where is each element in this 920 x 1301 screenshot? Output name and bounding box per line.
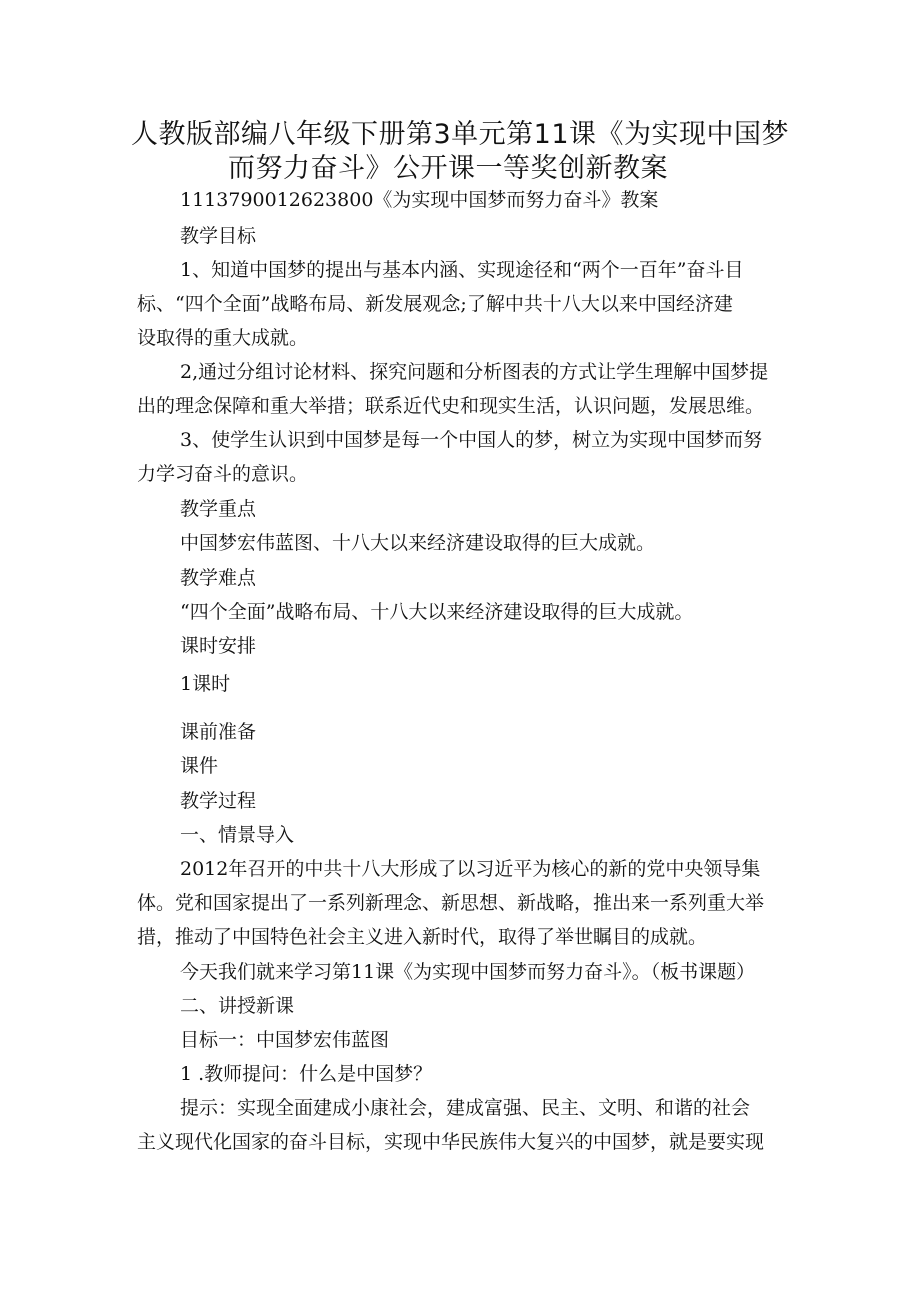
key-points-text: 中国梦宏伟蓝图、十八大以来经济建设取得的巨大成就。 <box>180 532 656 554</box>
heading-key-points: 教学重点 <box>180 498 257 520</box>
goal-2-line-1: 2,通过分组讨论材料、探究问题和分析图表的方式让学生理解中国梦提 <box>180 361 769 383</box>
heading-preparation: 课前准备 <box>180 721 257 743</box>
section-1-heading: 一、情景导入 <box>180 824 295 846</box>
heading-schedule: 课时安排 <box>180 635 257 657</box>
goal-3-line-2: 力学习奋斗的意识。 <box>137 463 309 485</box>
target-1-heading: 目标一：中国梦宏伟蓝图 <box>180 1029 390 1051</box>
subtitle: 1113790012623800《为实现中国梦而努力奋斗》教案 <box>180 189 659 211</box>
intro-line-2: 体。党和国家提出了一系列新理念、新思想、新战略，推出来一系列重大举 <box>137 892 765 914</box>
intro-line-1: 2012年召开的中共十八大形成了以习近平为核心的新的党中央领导集 <box>180 858 761 880</box>
teacher-question-1: 1 .教师提问：什么是中国梦？ <box>180 1063 433 1085</box>
title-line-1: 人教版部编八年级下册第3单元第11课《为实现中国梦 <box>130 119 790 150</box>
schedule-text: 1课时 <box>180 673 231 695</box>
goal-1-line-2: 标、“四个全面”战略布局、新发展观念;了解中共十八大以来中国经济建 <box>137 293 733 315</box>
goal-1-line-1: 1、知道中国梦的提出与基本内涵、实现途径和“两个一百年”奋斗目 <box>180 259 744 281</box>
goal-2-line-2: 出的理念保障和重大举措；联系近代史和现实生活，认识问题，发展思维。 <box>137 395 765 417</box>
preparation-text: 课件 <box>180 755 219 777</box>
section-2-heading: 二、讲授新课 <box>180 995 295 1017</box>
heading-goals: 教学目标 <box>180 225 257 247</box>
hint-line-1: 提示：实现全面建成小康社会，建成富强、民主、文明、和谐的社会 <box>180 1097 751 1119</box>
heading-difficulties: 教学难点 <box>180 567 257 589</box>
heading-process: 教学过程 <box>180 790 257 812</box>
intro-line-3: 措，推动了中国特色社会主义进入新时代，取得了举世瞩目的成就。 <box>137 926 708 948</box>
title-line-2: 而努力奋斗》公开课一等奖创新教案 <box>228 153 668 184</box>
goal-1-line-3: 设取得的重大成就。 <box>137 327 309 349</box>
hint-line-2: 主义现代化国家的奋斗目标，实现中华民族伟大复兴的中国梦，就是要实现 <box>137 1131 765 1153</box>
difficulties-text: “四个全面”战略布局、十八大以来经济建设取得的巨大成就。 <box>180 601 694 623</box>
today-lesson: 今天我们就来学习第11课《为实现中国梦而努力奋斗》。（板书课题） <box>180 961 756 983</box>
goal-3-line-1: 3、使学生认识到中国梦是每一个中国人的梦，树立为实现中国梦而努 <box>180 429 763 451</box>
